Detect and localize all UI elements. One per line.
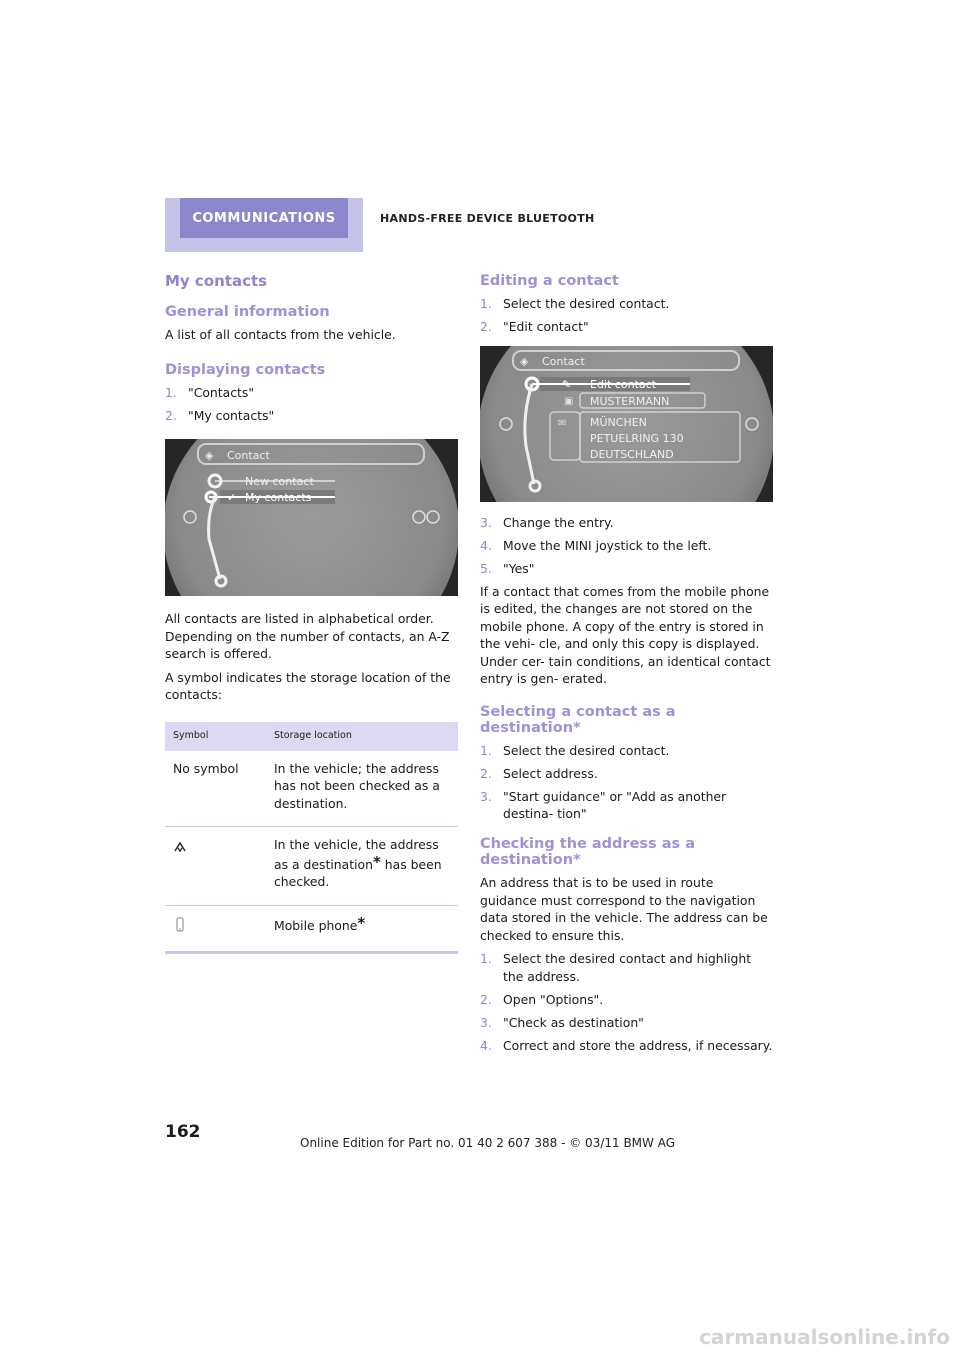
section-heading: My contacts bbox=[165, 272, 268, 290]
table-row: No symbol In the vehicle; the address has not been checked as a destination. bbox=[165, 751, 458, 827]
displaying-heading: Displaying contacts bbox=[165, 361, 326, 378]
address-icon: ✉ bbox=[558, 417, 567, 429]
selecting-heading: Selecting a contact as a destination* bbox=[480, 703, 676, 736]
section-tab: COMMUNICATIONS bbox=[180, 198, 348, 238]
para-alphabetical: All contacts are listed in alphabetical order. Depending on the number of contacts, an A-Z search is offered. bbox=[165, 611, 450, 661]
step: 3. "Start guidance" or "Add as another destina- tion" bbox=[480, 788, 727, 821]
checked-destination-icon bbox=[173, 840, 187, 854]
screen-title: Contact bbox=[227, 449, 270, 462]
step: 4. Correct and store the address, if necessary. bbox=[480, 1037, 773, 1053]
address-line: MÜNCHEN bbox=[590, 415, 647, 429]
general-text: A list of all contacts from the vehicle. bbox=[165, 327, 396, 342]
screen-title: Contact bbox=[542, 354, 585, 368]
section-title: HANDS-FREE DEVICE BLUETOOTH bbox=[380, 212, 595, 225]
storage-table bbox=[165, 722, 458, 955]
address-line: PETUELRING 130 bbox=[590, 431, 684, 445]
screen-edit-contact bbox=[480, 346, 773, 502]
footer-edition: Online Edition for Part no. 01 40 2 607 388 - © 03/11 BMW AG bbox=[300, 1136, 676, 1150]
editing-heading: Editing a contact bbox=[480, 273, 619, 289]
contact-name: MUSTERMANN bbox=[590, 394, 670, 408]
step: 2. "My contacts" bbox=[165, 407, 275, 423]
checking-steps bbox=[480, 950, 773, 1054]
lock-icon: ▣ bbox=[564, 395, 574, 407]
step: 2. Open "Options". bbox=[480, 991, 604, 1007]
checking-para: An address that is to be used in route guidance must correspond to the navigation data stored in the vehicle. The address can be checked to ensure this. bbox=[480, 875, 768, 943]
page-number: 162 bbox=[165, 1122, 201, 1142]
step: 1. Select the desired contact. bbox=[480, 742, 670, 758]
table-row: In the vehicle, the address as a destination* has been checked. bbox=[165, 827, 458, 906]
step: 5. "Yes" bbox=[480, 560, 535, 576]
left-column bbox=[165, 270, 458, 954]
general-heading: General information bbox=[165, 304, 330, 320]
step: 2. Select address. bbox=[480, 765, 598, 781]
address-line: DEUTSCHLAND bbox=[590, 447, 674, 461]
editing-steps-a bbox=[480, 295, 773, 336]
step: 2. "Edit contact" bbox=[480, 319, 589, 334]
step: 1. "Contacts" bbox=[165, 384, 255, 400]
table-row: Mobile phone* bbox=[165, 905, 458, 953]
step: 4. Move the MINI joystick to the left. bbox=[480, 537, 712, 553]
menu-item: New contact bbox=[245, 475, 314, 488]
editing-steps-b bbox=[480, 514, 773, 578]
displaying-steps bbox=[165, 384, 458, 425]
contact-book-icon: ◈ bbox=[520, 354, 529, 368]
right-column bbox=[480, 270, 773, 1060]
menu-item-selected: Edit contact bbox=[590, 377, 656, 391]
table-header-symbol: Symbol bbox=[165, 722, 266, 751]
mobile-phone-icon bbox=[173, 917, 187, 933]
editing-para: If a contact that comes from the mobile phone is edited, the changes are not stored on the mobile phone. A copy of the entry is stored in the vehi- cle, and only this copy is displayed. Under cer- tain conditions, an identical contact entry is gen- erated. bbox=[480, 583, 771, 686]
selecting-steps bbox=[480, 742, 773, 823]
contact-book-icon: ◈ bbox=[205, 449, 214, 462]
table-header-location: Storage location bbox=[266, 722, 458, 751]
step: 1. Select the desired contact and highlight the address. bbox=[480, 951, 752, 984]
para-symbol: A symbol indicates the storage location of the contacts: bbox=[165, 669, 451, 702]
menu-item-selected: My contacts bbox=[245, 491, 312, 504]
watermark: carmanualsonline.info bbox=[699, 1325, 950, 1349]
check-icon: ✓ bbox=[227, 491, 237, 504]
step: 3. "Check as destination" bbox=[480, 1014, 644, 1030]
screen-my-contacts bbox=[165, 439, 458, 596]
step: 1. Select the desired contact. bbox=[480, 296, 670, 311]
checking-heading: Checking the address as a destination* bbox=[480, 836, 695, 868]
step: 3. Change the entry. bbox=[480, 514, 614, 530]
pencil-icon: ✎ bbox=[562, 377, 572, 391]
